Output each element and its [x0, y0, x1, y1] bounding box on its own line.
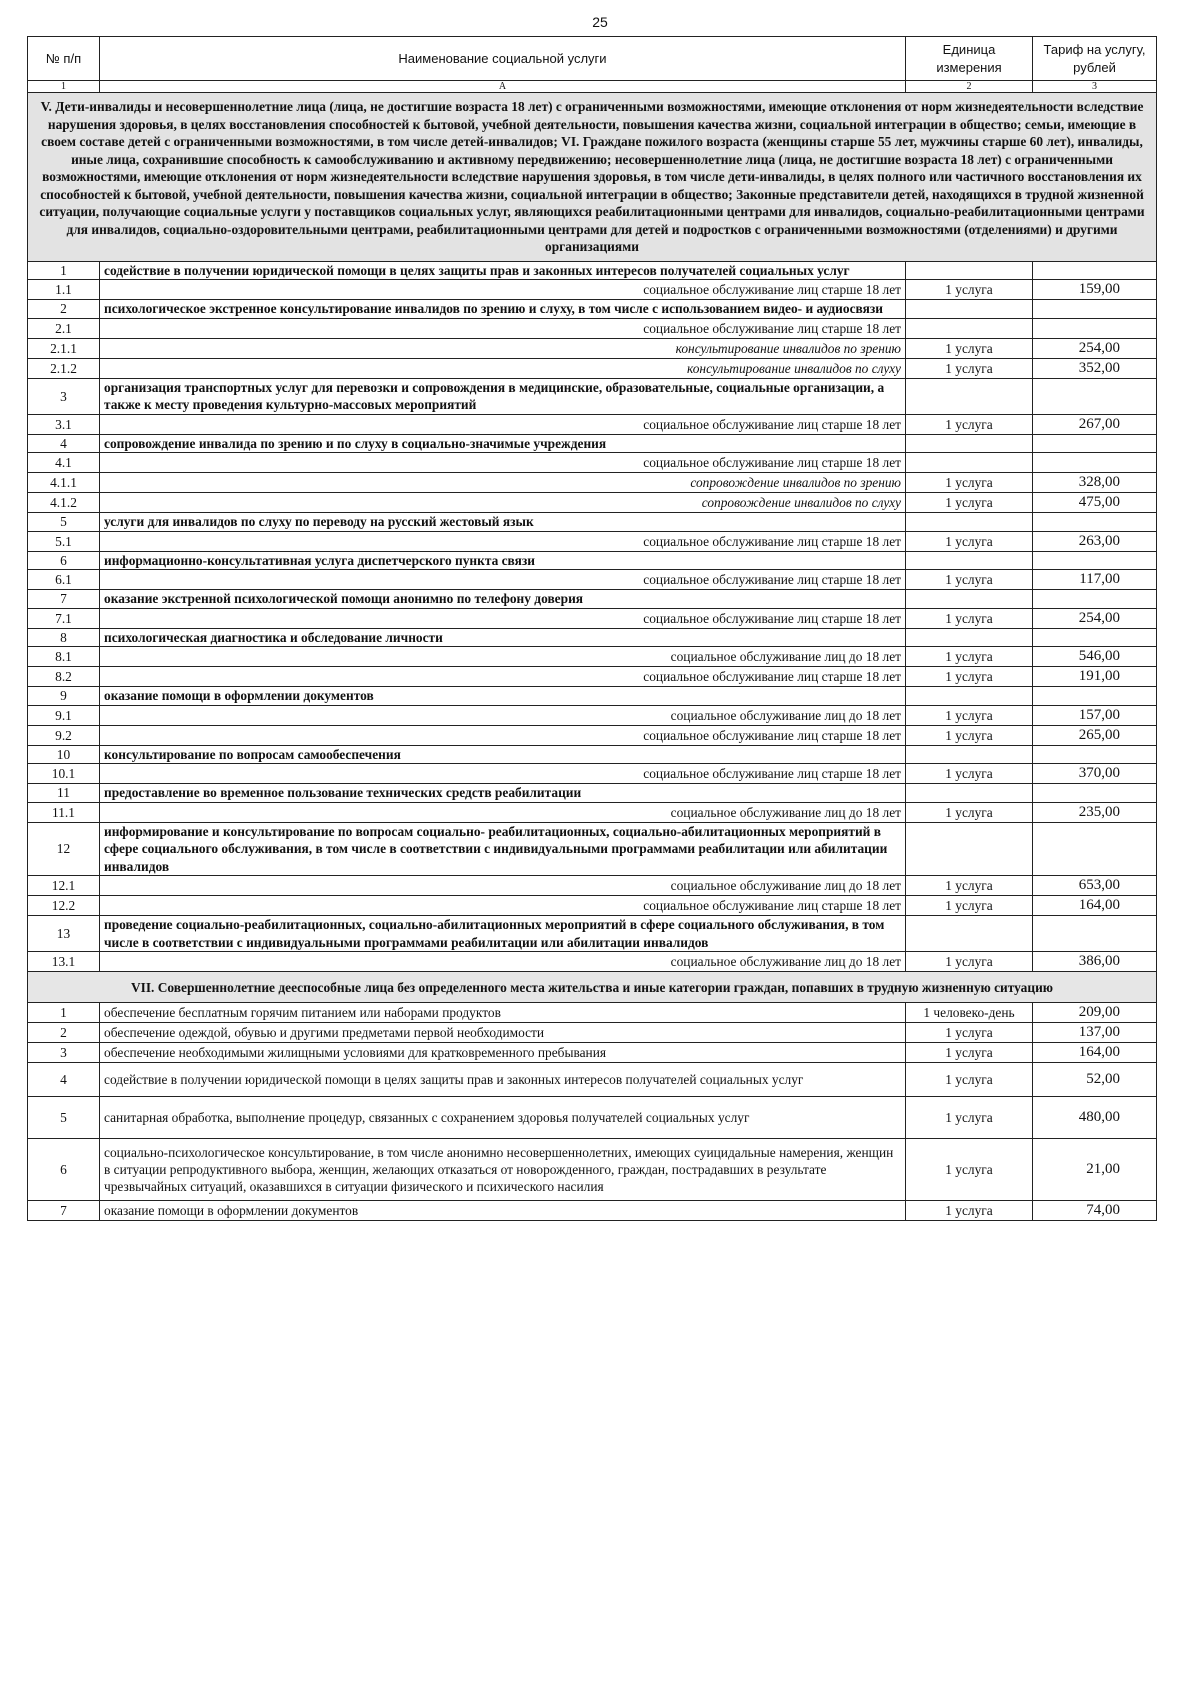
- tariff-value: 480,00: [1033, 1097, 1157, 1139]
- table-row: [28, 705, 1157, 725]
- tariff-value: [1033, 916, 1157, 952]
- unit-of-measure: 1 услуга: [906, 725, 1033, 745]
- tariff-value: [1033, 784, 1157, 803]
- row-number: 12.2: [28, 896, 100, 916]
- row-number: 8: [28, 628, 100, 647]
- row-number: 4.1: [28, 453, 100, 473]
- table-row: [28, 916, 1157, 952]
- unit-of-measure: [906, 628, 1033, 647]
- row-number: 13.1: [28, 952, 100, 972]
- tariff-value: 191,00: [1033, 667, 1157, 687]
- table-row: [28, 280, 1157, 300]
- table-row: [28, 551, 1157, 570]
- row-number: 4: [28, 1063, 100, 1097]
- row-number: 9.1: [28, 705, 100, 725]
- unit-of-measure: [906, 687, 1033, 706]
- service-name: обеспечение необходимыми жилищными условиями для кратковременного пребывания: [100, 1043, 906, 1063]
- tariff-value: [1033, 261, 1157, 280]
- table-row: [28, 318, 1157, 338]
- row-number: 5: [28, 513, 100, 532]
- service-name: социальное обслуживание лиц до 18 лет: [100, 876, 906, 896]
- table-row: [28, 570, 1157, 590]
- table-row: [28, 300, 1157, 319]
- service-name: социальное обслуживание лиц старше 18 лет: [100, 414, 906, 434]
- page-number: 25: [592, 14, 608, 30]
- unit-of-measure: 1 услуга: [906, 802, 1033, 822]
- unit-of-measure: [906, 784, 1033, 803]
- table-row: [28, 745, 1157, 764]
- unit-of-measure: 1 услуга: [906, 608, 1033, 628]
- table-row: [28, 687, 1157, 706]
- table-row: [28, 590, 1157, 609]
- row-number: 2: [28, 300, 100, 319]
- row-number: 10: [28, 745, 100, 764]
- service-name: оказание экстренной психологической помощи анонимно по телефону доверия: [100, 590, 906, 609]
- service-name: сопровождение инвалида по зрению и по слуху в социально-значимые учреждения: [100, 434, 906, 453]
- tariff-value: 157,00: [1033, 705, 1157, 725]
- unit-of-measure: 1 услуга: [906, 1043, 1033, 1063]
- row-number: 2.1.1: [28, 338, 100, 358]
- unit-of-measure: [906, 916, 1033, 952]
- tariff-value: 254,00: [1033, 338, 1157, 358]
- unit-of-measure: [906, 453, 1033, 473]
- index-unit: 2: [906, 81, 1033, 93]
- unit-of-measure: [906, 513, 1033, 532]
- tariff-value: 21,00: [1033, 1139, 1157, 1201]
- unit-of-measure: 1 услуга: [906, 1097, 1033, 1139]
- index-num: 1: [28, 81, 100, 93]
- table-row: [28, 493, 1157, 513]
- index-name: А: [100, 81, 906, 93]
- service-name: социальное обслуживание лиц старше 18 лет: [100, 764, 906, 784]
- table-row: [28, 952, 1157, 972]
- service-name: проведение социально-реабилитационных, социально-абилитационных мероприятий в сфере социального обслуживания, в том числе в соответствии с индивидуальными программами реабилитации или абилитации инвалидов: [100, 916, 906, 952]
- service-name: социальное обслуживание лиц старше 18 лет: [100, 667, 906, 687]
- unit-of-measure: 1 услуга: [906, 473, 1033, 493]
- table-row: [28, 1023, 1157, 1043]
- service-name: социальное обслуживание лиц старше 18 лет: [100, 531, 906, 551]
- tariff-value: 265,00: [1033, 725, 1157, 745]
- row-number: 4.1.1: [28, 473, 100, 493]
- service-name: обеспечение одеждой, обувью и другими предметами первой необходимости: [100, 1023, 906, 1043]
- unit-of-measure: 1 услуга: [906, 1063, 1033, 1097]
- service-name: социальное обслуживание лиц до 18 лет: [100, 705, 906, 725]
- row-number: 11: [28, 784, 100, 803]
- row-number: 9: [28, 687, 100, 706]
- unit-of-measure: 1 услуга: [906, 493, 1033, 513]
- row-number: 3.1: [28, 414, 100, 434]
- tariff-value: [1033, 453, 1157, 473]
- tariff-value: 653,00: [1033, 876, 1157, 896]
- unit-of-measure: [906, 318, 1033, 338]
- row-number: 9.2: [28, 725, 100, 745]
- tariff-value: 475,00: [1033, 493, 1157, 513]
- row-number: 8.1: [28, 647, 100, 667]
- service-name: предоставление во временное пользование технических средств реабилитации: [100, 784, 906, 803]
- table-row: [28, 338, 1157, 358]
- table-row: [28, 764, 1157, 784]
- row-number: 3: [28, 1043, 100, 1063]
- unit-of-measure: 1 услуга: [906, 647, 1033, 667]
- unit-of-measure: [906, 378, 1033, 414]
- tariff-value: [1033, 378, 1157, 414]
- unit-of-measure: 1 услуга: [906, 667, 1033, 687]
- row-number: 5: [28, 1097, 100, 1139]
- tariff-value: 235,00: [1033, 802, 1157, 822]
- tariff-value: [1033, 551, 1157, 570]
- table-row: [28, 453, 1157, 473]
- table-row: [28, 513, 1157, 532]
- row-number: 6.1: [28, 570, 100, 590]
- table-row: [28, 1063, 1157, 1097]
- tariff-value: 164,00: [1033, 1043, 1157, 1063]
- index-row: [28, 81, 1157, 93]
- tariff-value: 352,00: [1033, 358, 1157, 378]
- unit-of-measure: 1 услуга: [906, 1139, 1033, 1201]
- service-name: социальное обслуживание лиц старше 18 лет: [100, 453, 906, 473]
- tariff-value: [1033, 822, 1157, 876]
- tariff-table-body: [28, 37, 1157, 1221]
- table-row: [28, 358, 1157, 378]
- header-name: Наименование социальной услуги: [100, 37, 906, 81]
- row-number: 12: [28, 822, 100, 876]
- table-row: [28, 1097, 1157, 1139]
- unit-of-measure: [906, 822, 1033, 876]
- table-row: [28, 261, 1157, 280]
- tariff-value: 159,00: [1033, 280, 1157, 300]
- table-row: [28, 647, 1157, 667]
- service-name: содействие в получении юридической помощи в целях защиты прав и законных интересов получателей социальных услуг: [100, 1063, 906, 1097]
- table-row: [28, 876, 1157, 896]
- table-row: [28, 725, 1157, 745]
- table-row: [28, 822, 1157, 876]
- row-number: 3: [28, 378, 100, 414]
- row-number: 2.1: [28, 318, 100, 338]
- tariff-value: [1033, 318, 1157, 338]
- service-name: социальное обслуживание лиц старше 18 лет: [100, 896, 906, 916]
- table-row: [28, 784, 1157, 803]
- tariff-value: 546,00: [1033, 647, 1157, 667]
- service-name: обеспечение бесплатным горячим питанием или наборами продуктов: [100, 1003, 906, 1023]
- service-name: консультирование по вопросам самообеспечения: [100, 745, 906, 764]
- unit-of-measure: 1 услуга: [906, 952, 1033, 972]
- tariff-value: 52,00: [1033, 1063, 1157, 1097]
- table-row: [28, 1043, 1157, 1063]
- table-row: [28, 667, 1157, 687]
- tariff-value: [1033, 745, 1157, 764]
- table-row: [28, 473, 1157, 493]
- row-number: 1: [28, 261, 100, 280]
- service-name: оказание помощи в оформлении документов: [100, 1201, 906, 1221]
- table-row: [28, 628, 1157, 647]
- unit-of-measure: 1 услуга: [906, 764, 1033, 784]
- unit-of-measure: [906, 590, 1033, 609]
- row-number: 6: [28, 551, 100, 570]
- service-name: социально-психологическое консультирование, в том числе анонимно несовершеннолетних, имеющих суицидальные намерения, женщин в ситуации репродуктивного выбора, женщин, желающих отказаться от новорожденного, граждан, пострадавших в результате чрезвычайных ситуаций, оказавшихся в ситуации физического и психического насилия: [100, 1139, 906, 1201]
- unit-of-measure: 1 услуга: [906, 570, 1033, 590]
- table-row: [28, 1003, 1157, 1023]
- service-name: социальное обслуживание лиц старше 18 лет: [100, 725, 906, 745]
- row-number: 6: [28, 1139, 100, 1201]
- tariff-value: 209,00: [1033, 1003, 1157, 1023]
- tariff-value: 117,00: [1033, 570, 1157, 590]
- service-name: консультирование инвалидов по слуху: [100, 358, 906, 378]
- row-number: 8.2: [28, 667, 100, 687]
- service-name: социальное обслуживание лиц до 18 лет: [100, 647, 906, 667]
- unit-of-measure: 1 человеко-день: [906, 1003, 1033, 1023]
- unit-of-measure: [906, 745, 1033, 764]
- row-number: 5.1: [28, 531, 100, 551]
- section-title-5-6: V. Дети-инвалиды и несовершеннолетние лица (лица, не достигшие возраста 18 лет) с ограниченными возможностями, имеющие отклонения от норм жизнедеятельности вследствие нарушения здоровья, в целях восстановления способностей к бытовой, учебной деятельности, повышения качества жизни, социальной интеграции в общество; семьи, имеющие в своем составе детей с ограниченными возможностями, в том числе детей-инвалидов; VI. Граждане пожилого возраста (женщины старше 55 лет, мужчины старше 60 лет), инвалиды, иные лица, сохранившие способность к самообслуживанию и активному передвижению; несовершеннолетние лица (лица, не достигшие возраста 18 лет) с ограниченными возможностями, имеющие отклонения от норм жизнедеятельности вследствие нарушения здоровья, в том числе дети-инвалиды, в целях полного или частичного восстановления их способностей к бытовой, учебной деятельности, повышения качества жизни, социальной интеграции в общество; Законные представители детей, находящихся в трудной жизненной ситуации, получающие социальные услуги у поставщиков социальных услуг, являющихся реабилитационными центрами для инвалидов, социально-реабилитационными центрами для инвалидов, социально-оздоровительными центрами, реабилитационными центрами для детей и подростков с ограниченными возможностями (отделениями) и другими организациями: [28, 93, 1157, 262]
- service-name: социальное обслуживание лиц старше 18 лет: [100, 570, 906, 590]
- service-name: психологическая диагностика и обследование личности: [100, 628, 906, 647]
- service-name: социальное обслуживание лиц старше 18 лет: [100, 608, 906, 628]
- service-name: сопровождение инвалидов по зрению: [100, 473, 906, 493]
- unit-of-measure: 1 услуга: [906, 531, 1033, 551]
- tariff-value: 370,00: [1033, 764, 1157, 784]
- table-row: [28, 434, 1157, 453]
- table-row: [28, 802, 1157, 822]
- service-name: санитарная обработка, выполнение процедур, связанных с сохранением здоровья получателей социальных услуг: [100, 1097, 906, 1139]
- header-tariff: Тариф на услугу, рублей: [1033, 37, 1157, 81]
- tariff-table: [27, 36, 1157, 1221]
- service-name: организация транспортных услуг для перевозки и сопровождения в медицинские, образовательные, социальные организации, а также к месту проведения культурно-массовых мероприятий: [100, 378, 906, 414]
- service-name: психологическое экстренное консультирование инвалидов по зрению и слуху, в том числе с использованием видео- и аудиосвязи: [100, 300, 906, 319]
- tariff-value: 137,00: [1033, 1023, 1157, 1043]
- tariff-value: 254,00: [1033, 608, 1157, 628]
- row-number: 7.1: [28, 608, 100, 628]
- unit-of-measure: 1 услуга: [906, 705, 1033, 725]
- service-name: социальное обслуживание лиц до 18 лет: [100, 802, 906, 822]
- tariff-value: [1033, 434, 1157, 453]
- header-unit: Единица измерения: [906, 37, 1033, 81]
- tariff-value: [1033, 628, 1157, 647]
- service-name: информационно-консультативная услуга диспетчерского пункта связи: [100, 551, 906, 570]
- service-name: оказание помощи в оформлении документов: [100, 687, 906, 706]
- table-row: [28, 378, 1157, 414]
- tariff-value: [1033, 687, 1157, 706]
- table-row: [28, 608, 1157, 628]
- service-name: услуги для инвалидов по слуху по переводу на русский жестовый язык: [100, 513, 906, 532]
- service-name: социальное обслуживание лиц старше 18 лет: [100, 318, 906, 338]
- row-number: 2.1.2: [28, 358, 100, 378]
- tariff-value: 386,00: [1033, 952, 1157, 972]
- tariff-value: [1033, 590, 1157, 609]
- row-number: 11.1: [28, 802, 100, 822]
- unit-of-measure: [906, 551, 1033, 570]
- service-name: содействие в получении юридической помощи в целях защиты прав и законных интересов получателей социальных услуг: [100, 261, 906, 280]
- row-number: 1: [28, 1003, 100, 1023]
- tariff-value: 267,00: [1033, 414, 1157, 434]
- unit-of-measure: 1 услуга: [906, 338, 1033, 358]
- tariff-value: 263,00: [1033, 531, 1157, 551]
- index-tariff: 3: [1033, 81, 1157, 93]
- table-row: [28, 1201, 1157, 1221]
- tariff-value: 164,00: [1033, 896, 1157, 916]
- row-number: 13: [28, 916, 100, 952]
- table-row: [28, 896, 1157, 916]
- service-name: сопровождение инвалидов по слуху: [100, 493, 906, 513]
- table-row: [28, 531, 1157, 551]
- tariff-value: [1033, 300, 1157, 319]
- unit-of-measure: [906, 261, 1033, 280]
- row-number: 2: [28, 1023, 100, 1043]
- tariff-value: 74,00: [1033, 1201, 1157, 1221]
- row-number: 4.1.2: [28, 493, 100, 513]
- tariff-value: [1033, 513, 1157, 532]
- unit-of-measure: [906, 300, 1033, 319]
- row-number: 4: [28, 434, 100, 453]
- table-row: [28, 1139, 1157, 1201]
- unit-of-measure: 1 услуга: [906, 1023, 1033, 1043]
- unit-of-measure: 1 услуга: [906, 280, 1033, 300]
- table-row: [28, 414, 1157, 434]
- section-title-7: VII. Совершеннолетние дееспособные лица без определенного места жительства и иные категории граждан, попавших в трудную жизненную ситуацию: [28, 972, 1157, 1003]
- row-number: 7: [28, 590, 100, 609]
- service-name: информирование и консультирование по вопросам социально- реабилитационных, социально-абилитационных мероприятий в сфере социального обслуживания, в том числе в соответствии с индивидуальными программами реабилитации или абилитации инвалидов: [100, 822, 906, 876]
- tariff-value: 328,00: [1033, 473, 1157, 493]
- section-header-7: [28, 972, 1157, 1003]
- row-number: 10.1: [28, 764, 100, 784]
- unit-of-measure: [906, 434, 1033, 453]
- unit-of-measure: 1 услуга: [906, 876, 1033, 896]
- row-number: 12.1: [28, 876, 100, 896]
- unit-of-measure: 1 услуга: [906, 1201, 1033, 1221]
- row-number: 7: [28, 1201, 100, 1221]
- header-row: [28, 37, 1157, 81]
- section-header-5-6: [28, 93, 1157, 262]
- unit-of-measure: 1 услуга: [906, 358, 1033, 378]
- unit-of-measure: 1 услуга: [906, 414, 1033, 434]
- service-name: социальное обслуживание лиц до 18 лет: [100, 952, 906, 972]
- row-number: 1.1: [28, 280, 100, 300]
- unit-of-measure: 1 услуга: [906, 896, 1033, 916]
- service-name: консультирование инвалидов по зрению: [100, 338, 906, 358]
- header-num: № п/п: [28, 37, 100, 81]
- service-name: социальное обслуживание лиц старше 18 лет: [100, 280, 906, 300]
